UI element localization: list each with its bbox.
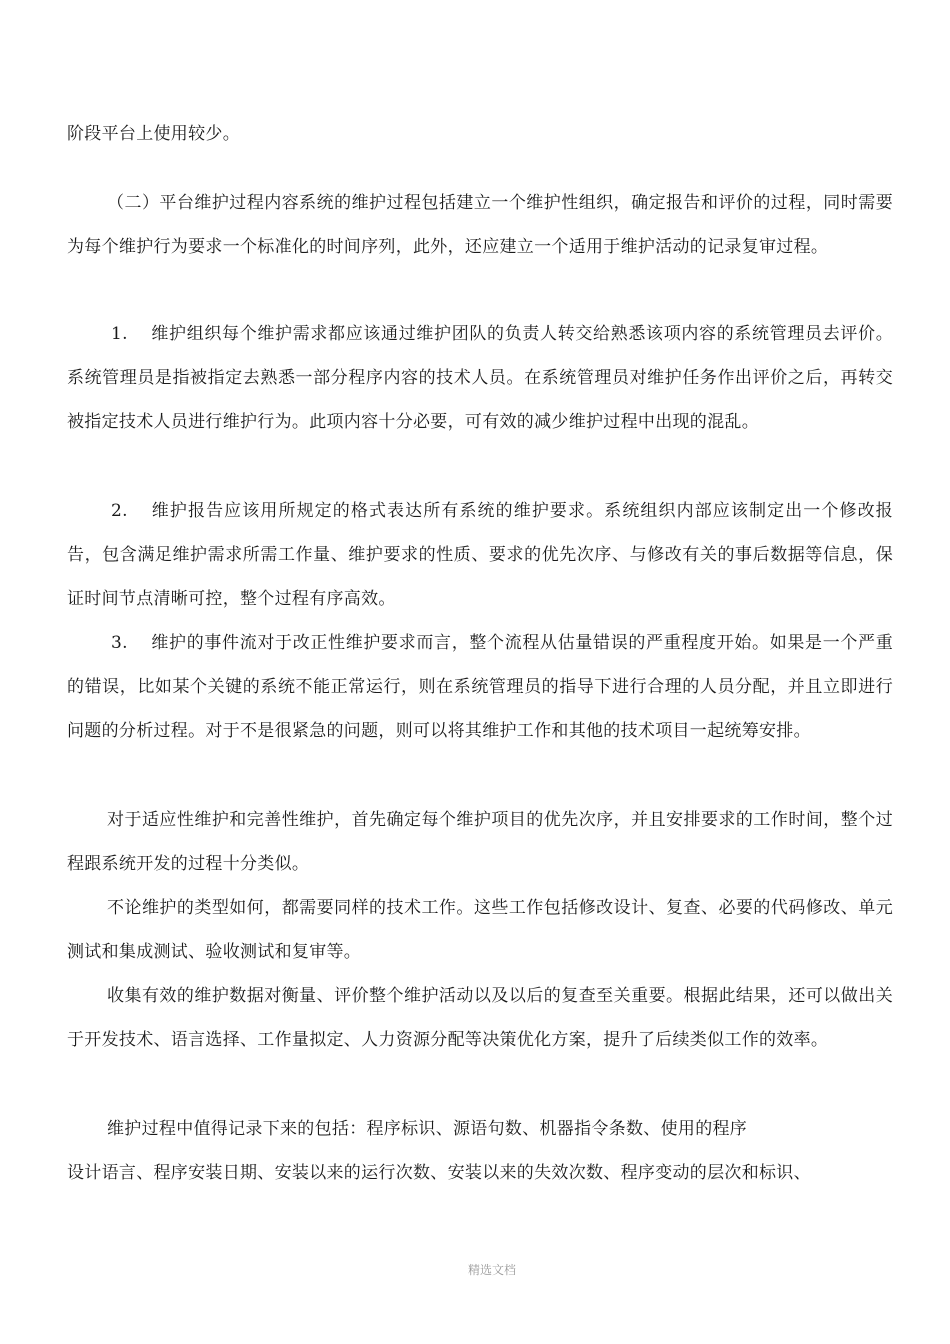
paragraph-item-2	[67, 489, 893, 621]
item-number: 2.	[111, 501, 128, 521]
item-number: 3.	[111, 633, 128, 653]
paragraph-records	[67, 1107, 893, 1195]
paragraph-item-3	[67, 621, 893, 753]
records-line-1: 维护过程中值得记录下来的包括：程序标识、源语句数、机器指令条数、使用的程序	[107, 1119, 748, 1139]
records-line-2: 设计语言、程序安装日期、安装以来的运行次数、安装以来的失效次数、程序变动的层次和标识、	[67, 1163, 811, 1183]
footer-watermark: 精选文档	[468, 1263, 517, 1277]
paragraph-adaptive-maintenance: 对于适应性维护和完善性维护，首先确定每个维护项目的优先次序，并且安排要求的工作时间，整个过程跟系统开发的过程十分类似。	[67, 810, 893, 874]
item-text: 维护报告应该用所规定的格式表达所有系统的维护要求。系统组织内部应该制定出一个修改报告，包含满足维护需求所需工作量、维护要求的性质、要求的优先次序、与修改有关的事后数据等信息，保证时间节点清晰可控，整个过程有序高效。	[67, 501, 893, 609]
paragraph-item-1	[67, 312, 893, 444]
item-text: 维护的事件流对于改正性维护要求而言，整个流程从估量错误的严重程度开始。如果是一个严重的错误，比如某个关键的系统不能正常运行，则在系统管理员的指导下进行合理的人员分配，并且立即进行问题的分析过程。对于不是很紧急的问题，则可以将其维护工作和其他的技术项目一起统筹安排。	[67, 633, 893, 741]
item-number: 1.	[111, 324, 128, 344]
paragraph-intro-tail: 阶段平台上使用较少。	[67, 124, 240, 144]
item-text: 维护组织每个维护需求都应该通过维护团队的负责人转交给熟悉该项内容的系统管理员去评价。系统管理员是指被指定去熟悉一部分程序内容的技术人员。在系统管理员对维护任务作出评价之后，再转交被指定技术人员进行维护行为。此项内容十分必要，可有效的减少维护过程中出现的混乱。	[67, 324, 893, 432]
paragraph-section-two: （二）平台维护过程内容系统的维护过程包括建立一个维护性组织，确定报告和评价的过程，同时需要为每个维护行为要求一个标准化的时间序列，此外，还应建立一个适用于维护活动的记录复审过程。	[67, 193, 893, 257]
paragraph-maintenance-types: 不论维护的类型如何，都需要同样的技术工作。这些工作包括修改设计、复查、必要的代码修改、单元测试和集成测试、验收测试和复审等。	[67, 898, 893, 962]
paragraph-maintenance-data: 收集有效的维护数据对衡量、评价整个维护活动以及以后的复查至关重要。根据此结果，还可以做出关于开发技术、语言选择、工作量拟定、人力资源分配等决策优化方案，提升了后续类似工作的效率。	[67, 986, 893, 1050]
